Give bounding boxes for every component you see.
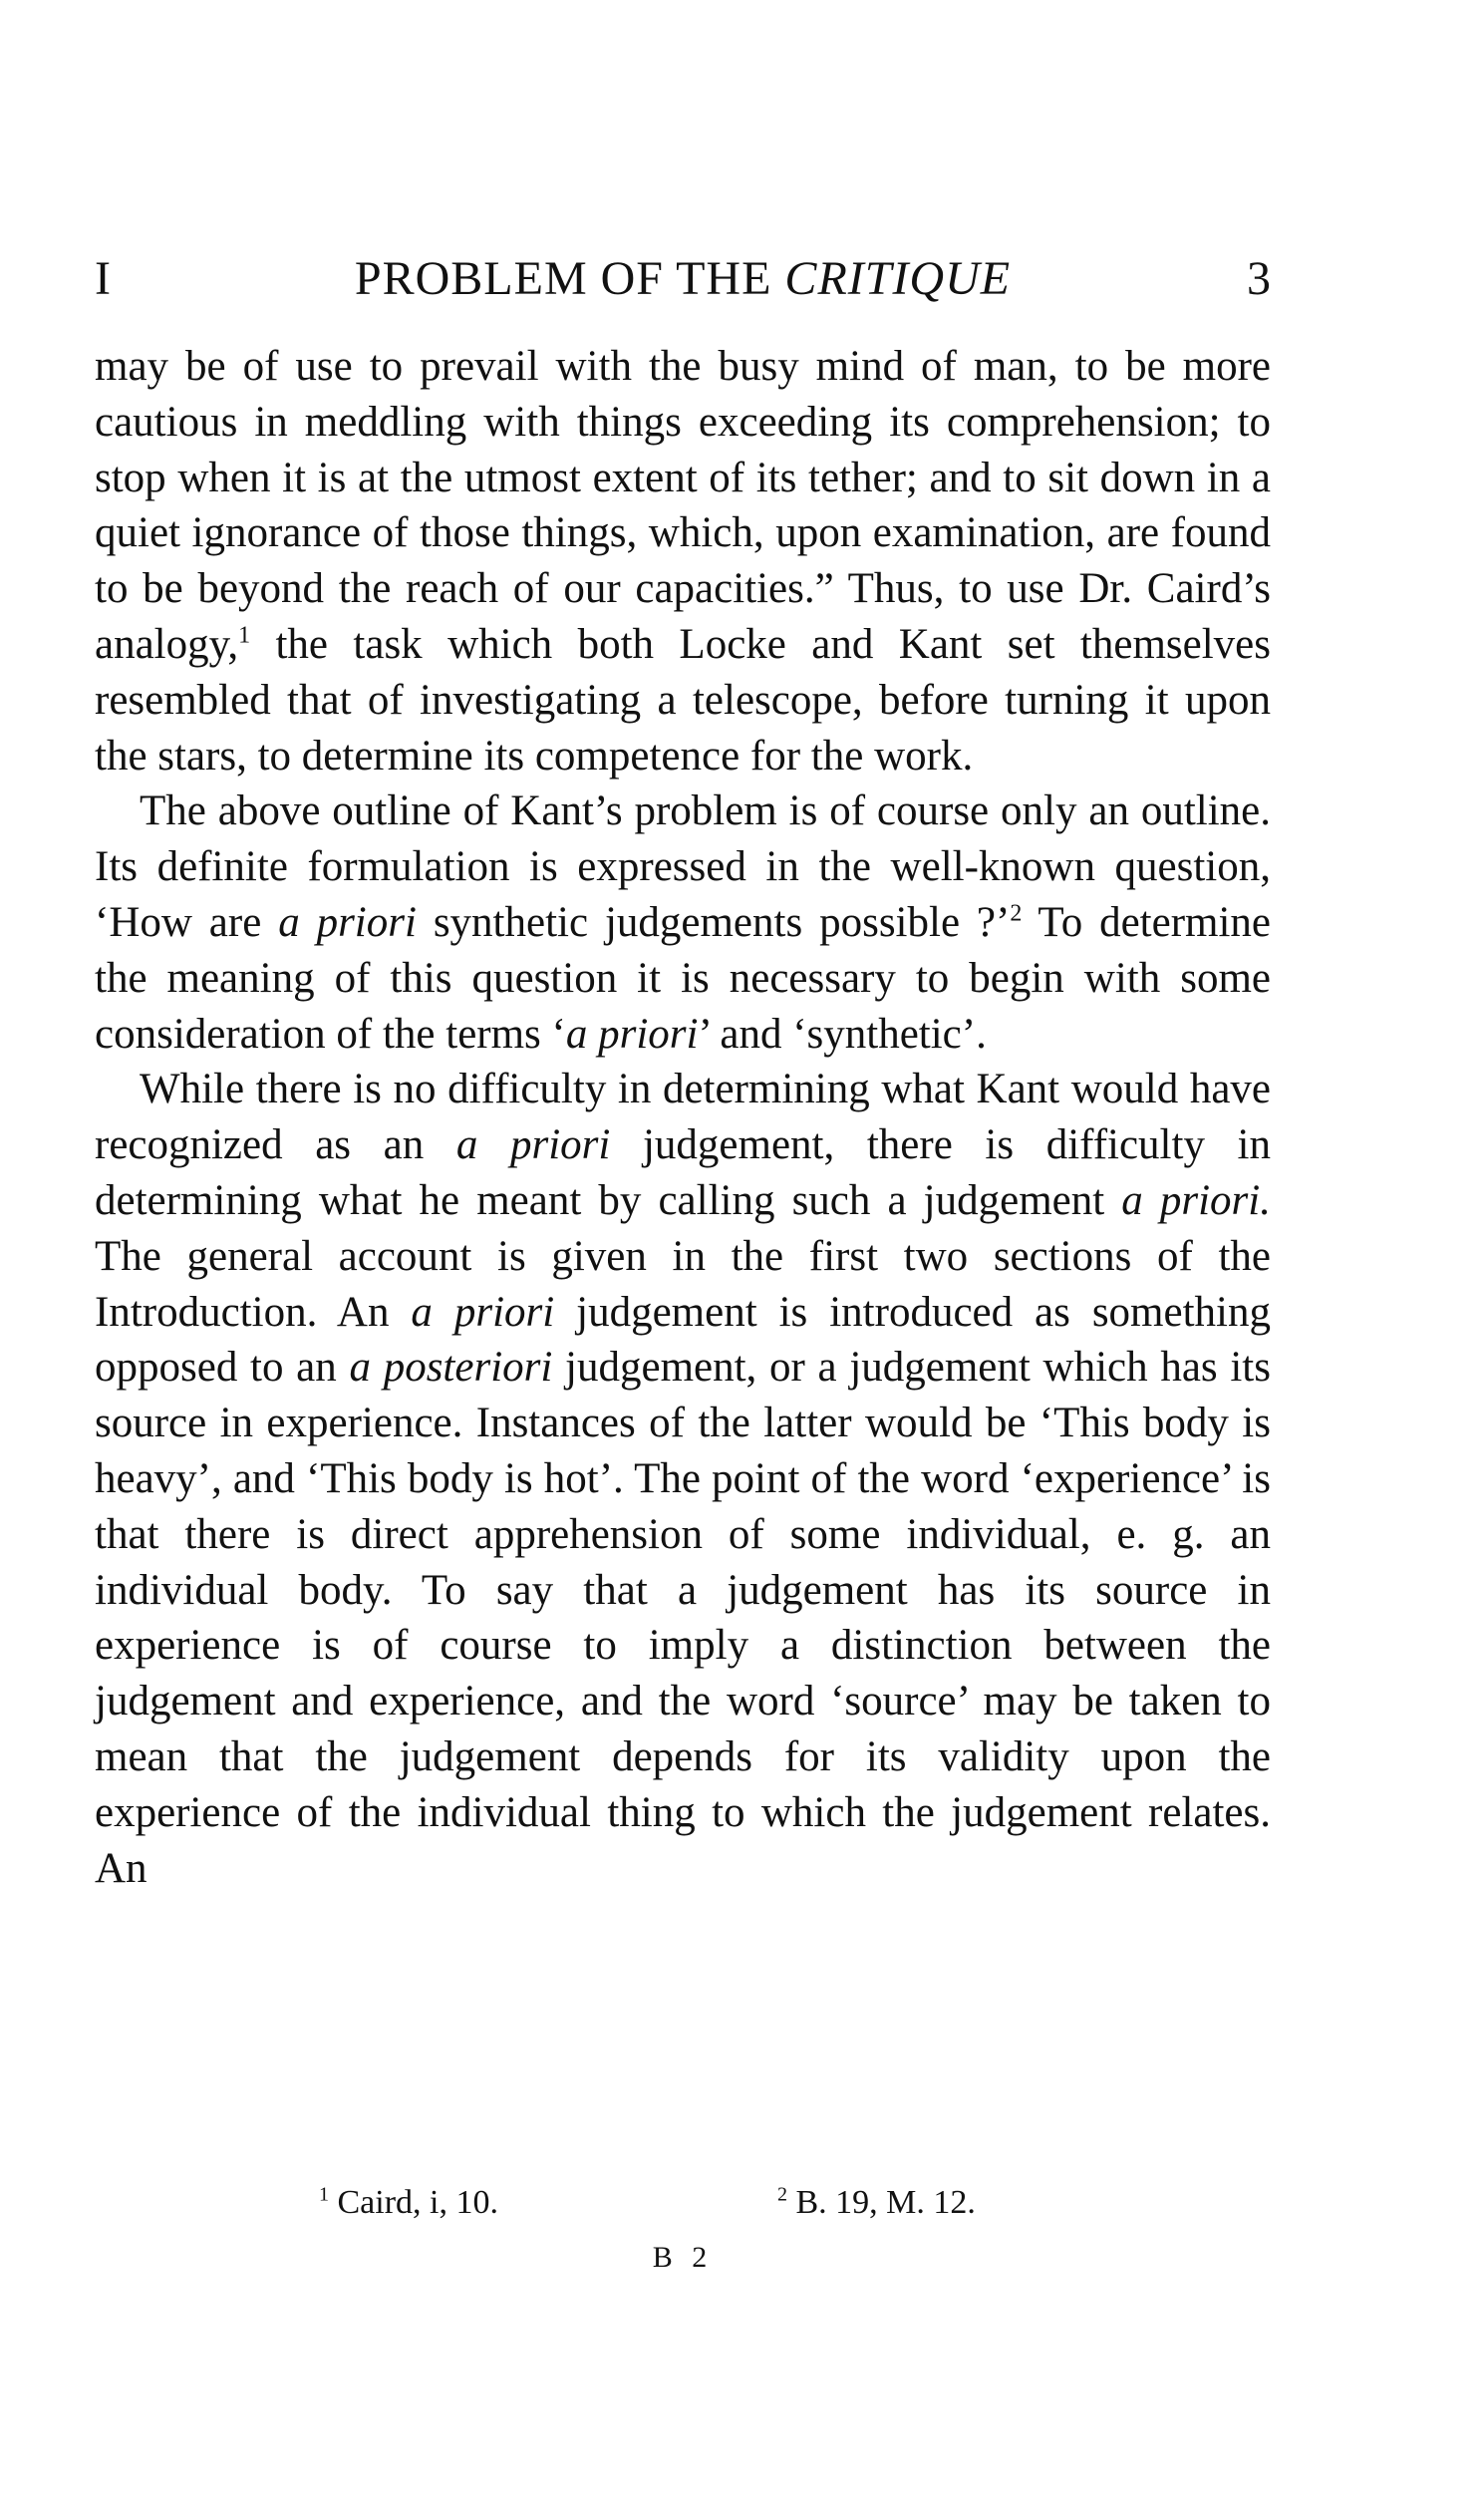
p2-italic-1: a priori	[278, 898, 417, 946]
printer-signature-mark: B 2	[652, 2241, 714, 2274]
p2-italic-2: a priori	[565, 1010, 699, 1058]
running-title	[95, 244, 1271, 314]
footnote-1-mark: 1	[319, 2183, 329, 2206]
footnote-ref-1: 1	[238, 622, 251, 649]
footnote-1-text: Caird, i, 10.	[329, 2184, 498, 2221]
p2-text-2: synthetic judgements possible ?’	[416, 898, 1011, 946]
footnote-2	[777, 2178, 976, 2228]
running-title-italic: CRITIQUE	[784, 252, 1012, 305]
p3-text-3: The general account is given in the first two sections of the Introduction. An	[95, 1232, 1271, 1336]
footnote-2-text: B. 19, M. 12.	[787, 2184, 976, 2221]
p3-text-5: judgement, or a judgement which has its source in experience. Instances of the latter would be ‘This body is heavy’, and ‘This body is hot’. The point of the word ‘experience’ is that there is direct apprehension of some individual, e. g. an individual body. To say that a judgement has its source in experience is of course to imply a distinction between the judgement and experience, and the word ‘source’ may be taken to mean that the judgement depends for its validity upon the experience of the individual thing to which the judgement relates. An	[95, 1344, 1271, 1892]
p1-text-2: the task which both Locke and Kant set themselves resembled that of investigating a telescope, before turning it upon the stars, to determine its competence for the work.	[95, 620, 1271, 780]
running-header	[95, 244, 1271, 314]
p1-text-1: may be of use to prevail with the busy mind of man, to be more cautious in meddling with things exceeding its comprehension; to stop when it is at the utmost extent of its tether; and to sit down in a quiet ignorance of those things, which, upon examination, are found to be beyond the reach of our capacities.” Thus, to use Dr. Caird’s analogy,	[95, 343, 1271, 668]
footnote-2-mark: 2	[777, 2183, 787, 2206]
p3-italic-3: a priori	[411, 1288, 555, 1336]
chapter-number: I	[95, 252, 111, 305]
body-text	[95, 339, 1271, 1896]
running-title-text: PROBLEM OF THE	[354, 252, 785, 305]
p3-italic-2: a priori.	[1121, 1176, 1271, 1224]
p3-italic-4: a posteriori	[349, 1344, 553, 1392]
paragraph-3	[95, 1062, 1271, 1896]
p3-text-2: judgement, there is difficulty in determining what he meant by calling such a judgement	[95, 1121, 1272, 1224]
p3-text-4: judgement is introduced as something opposed to an	[95, 1288, 1271, 1392]
page-number: 3	[1247, 252, 1271, 305]
paragraph-1	[95, 339, 1271, 783]
footnotes	[95, 2178, 1271, 2228]
footnote-ref-2: 2	[1010, 900, 1023, 927]
p2-text-1: The above outline of Kant’s problem is of course only an outline. Its definite formulation is expressed in the well-known question, ‘How are	[95, 787, 1271, 946]
p3-italic-1: a priori	[455, 1121, 611, 1169]
paragraph-2	[95, 783, 1271, 1062]
p2-text-4: ’ and ‘synthetic’.	[698, 1010, 987, 1058]
p3-text-1: While there is no difficulty in determining what Kant would have recognized as an	[95, 1066, 1271, 1169]
p2-text-3: To determine the meaning of this question it is necessary to begin with some consideration of the terms ‘	[95, 898, 1271, 1058]
footnote-1	[319, 2178, 498, 2228]
